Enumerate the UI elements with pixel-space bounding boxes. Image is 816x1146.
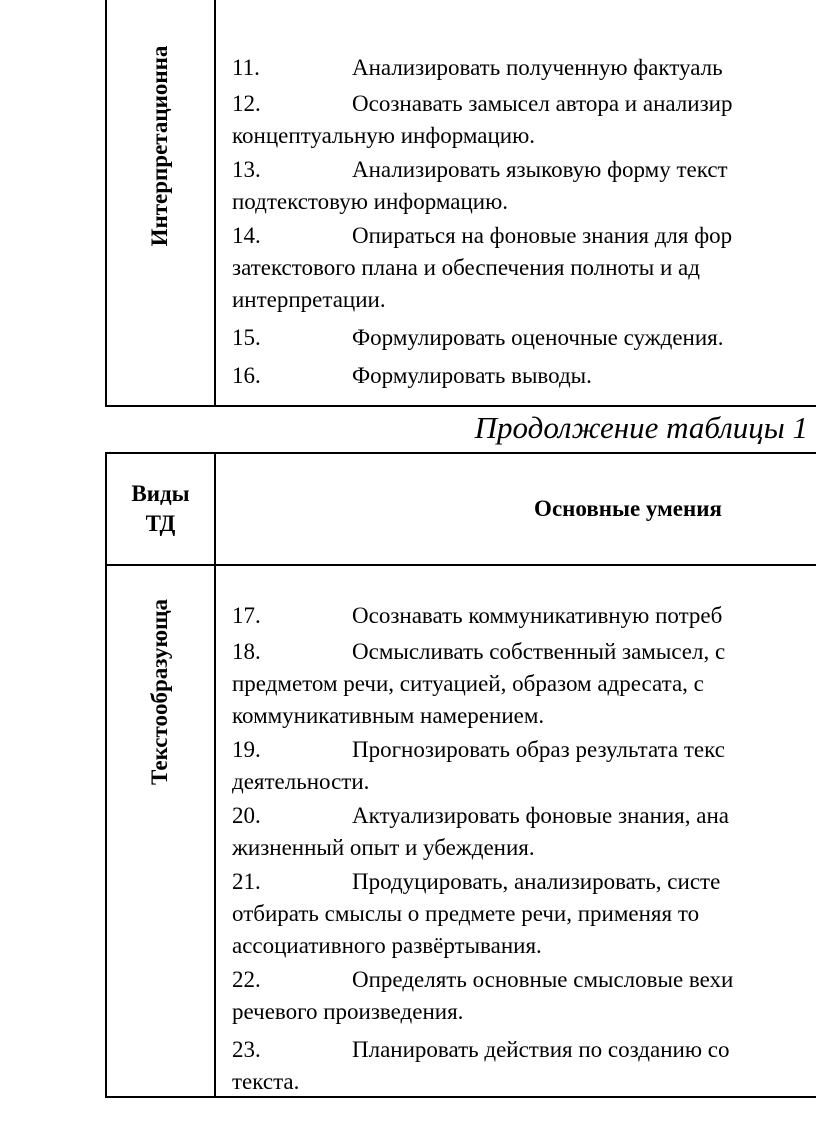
item-text: коммуникативным намерением. <box>232 703 545 728</box>
item-number: 17. <box>232 603 261 628</box>
category-cell <box>107 564 216 1096</box>
list-item <box>232 322 816 354</box>
list-item <box>232 636 816 732</box>
list-item <box>232 360 816 392</box>
item-text: Анализировать полученную фактуаль <box>352 55 723 80</box>
item-text: жизненный опыт и убеждения. <box>232 835 535 860</box>
header-skills: Основные умения <box>534 496 722 521</box>
item-text: Осознавать замысел автора и анализир <box>352 91 733 116</box>
item-text: Продуцировать, анализировать, систе <box>352 869 721 894</box>
list-item <box>232 154 816 218</box>
list-item <box>232 1034 816 1098</box>
table-header-row <box>107 454 816 566</box>
item-text: Анализировать языковую форму текст <box>352 157 728 182</box>
item-number: 18. <box>232 639 261 664</box>
item-number: 15. <box>232 325 261 350</box>
item-text: отбирать смыслы о предмете речи, применяя то <box>232 901 700 926</box>
table-text-forming <box>105 452 816 1098</box>
item-number: 16. <box>232 363 261 388</box>
item-number: 23. <box>232 1037 261 1062</box>
item-text: Формулировать выводы. <box>352 363 592 388</box>
item-text: Планировать действия по созданию со <box>352 1037 730 1062</box>
category-label: Текстообразующа <box>147 598 172 786</box>
item-text: речевого произведения. <box>232 999 464 1024</box>
item-text: ассоциативного развёртывания. <box>232 933 542 958</box>
item-number: 19. <box>232 737 261 762</box>
item-text: деятельности. <box>232 769 370 794</box>
item-number: 13. <box>232 157 261 182</box>
table-interpretation <box>105 0 816 407</box>
item-text: Опираться на фоновые знания для фор <box>352 223 733 248</box>
item-text: интерпретации. <box>232 287 386 312</box>
item-text: концептуальную информацию. <box>232 123 536 148</box>
table-caption: Продолжение таблицы 1 <box>474 410 808 445</box>
item-number: 11. <box>232 55 260 80</box>
item-text: Прогнозировать образ результата текс <box>352 737 725 762</box>
item-number: 12. <box>232 91 261 116</box>
item-text: Определять основные смысловые вехи <box>352 967 734 992</box>
list-item <box>232 964 816 1028</box>
item-text: текста. <box>232 1069 300 1094</box>
header-types: Виды ТД <box>107 454 216 564</box>
list-item <box>232 88 816 152</box>
item-number: 20. <box>232 803 261 828</box>
item-text: затекстового плана и обеспечения полноты и ад <box>232 255 700 280</box>
category-cell <box>107 0 216 405</box>
item-text: подтекстовую информацию. <box>232 189 508 214</box>
item-number: 22. <box>232 967 261 992</box>
category-label: Интерпретационна <box>147 45 172 247</box>
skills-list <box>232 600 816 1098</box>
list-item <box>232 734 816 798</box>
item-text: Актуализировать фоновые знания, ана <box>352 803 729 828</box>
item-number: 21. <box>232 869 261 894</box>
list-item <box>232 800 816 864</box>
item-text: предметом речи, ситуацией, образом адресата, с <box>232 671 704 696</box>
item-number: 14. <box>232 223 261 248</box>
list-item <box>232 220 816 316</box>
list-item <box>232 866 816 962</box>
item-text: Осознавать коммуникативную потреб <box>352 603 723 628</box>
list-item <box>232 600 816 632</box>
list-item <box>232 52 816 84</box>
item-text: Формулировать оценочные суждения. <box>352 325 724 350</box>
skills-list <box>232 52 816 392</box>
item-text: Осмысливать собственный замысел, с <box>352 639 726 664</box>
